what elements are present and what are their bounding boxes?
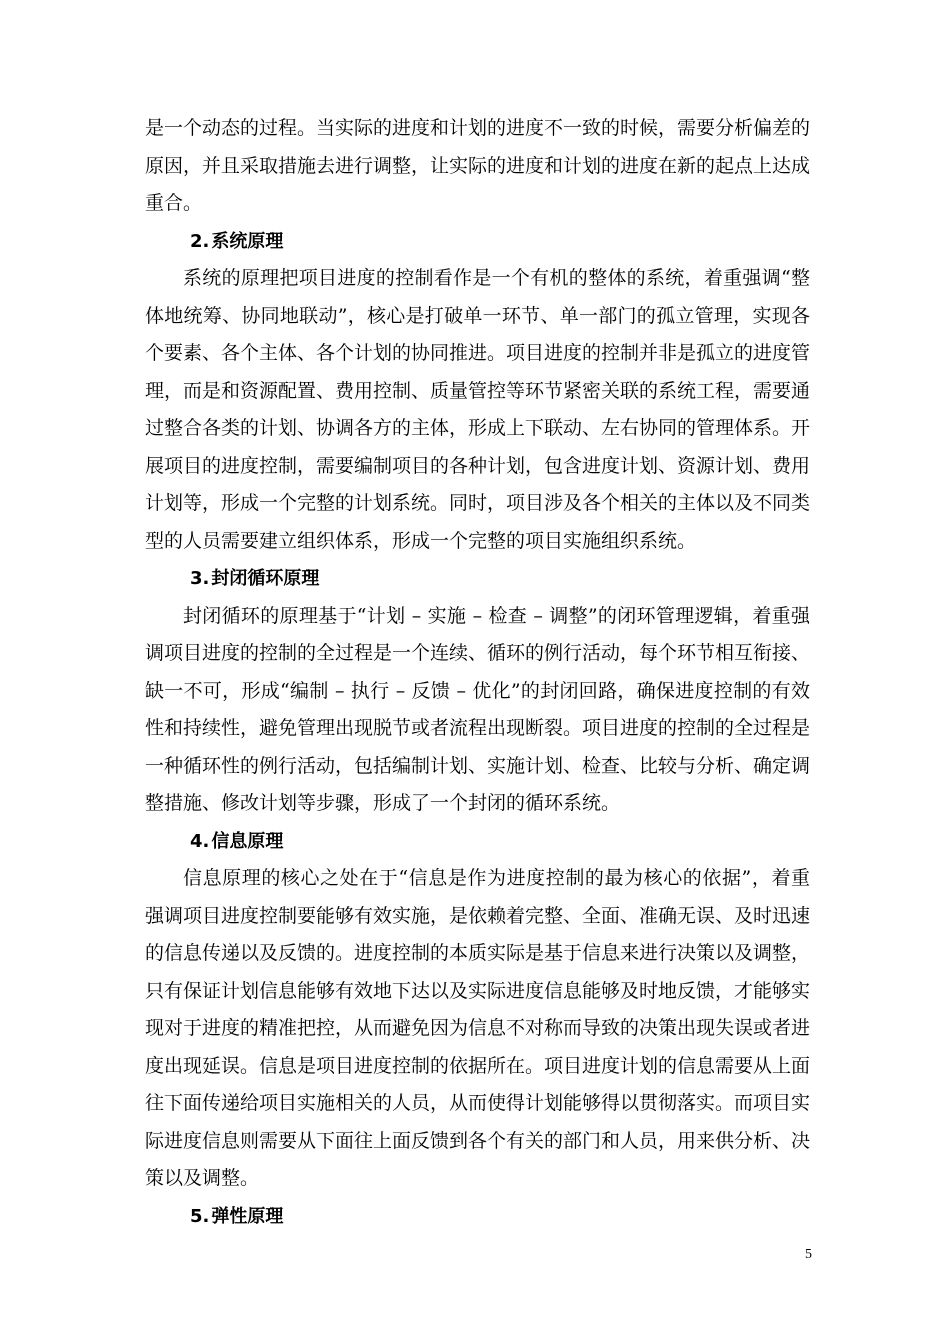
section-paragraph-information: 信息原理的核心之处在于“信息是作为进度控制的最为核心的依据”，着重强调项目进度控制要能够有效实施，是依赖着完整、全面、准确无误、及时迅速的信息传递以及反馈的。进度控制的本质实际是基于信息来进行决策以及调整，只有保证计划信息能够有效地下达以及实际进度信息能够及时地反馈，才能够实现对于进度的精准把控，从而避免因为信息不对称而导致的决策出现失误或者进度出现延误。信息是项目进度控制的依据所在。项目进度计划的信息需要从上面往下面传递给项目实施相关的人员，从而使得计划能够得以贯彻落实。而项目实际进度信息则需要从下面往上面反馈到各个有关的部门和人员，用来供分析、决策以及调整。: [145, 867, 811, 1189]
section-paragraph-system: 系统的原理把项目进度的控制看作是一个有机的整体的系统，着重强调“整体地统筹、协同地联动”，核心是打破单一环节、单一部门的孤立管理，实现各个要素、各个主体、各个计划的协同推进。项目进度的控制并非是孤立的进度管理，而是和资源配置、费用控制、质量管控等环节紧密关联的系统工程，需要通过整合各类的计划、协调各方的主体，形成上下联动、左右协同的管理体系。开展项目的进度控制，需要编制项目的各种计划，包含进度计划、资源计划、费用计划等，形成一个完整的计划系统。同时，项目涉及各个相关的主体以及不同类型的人员需要建立组织体系，形成一个完整的项目实施组织系统。: [145, 267, 811, 552]
section-number: 5.: [190, 1205, 210, 1227]
intro-paragraph: 是一个动态的过程。当实际的进度和计划的进度不一致的时候，需要分析偏差的原因，并且采取措施去进行调整，让实际的进度和计划的进度在新的起点上达成重合。: [145, 117, 811, 214]
page-number: 5: [805, 1247, 812, 1262]
section-number: 4.: [190, 830, 210, 852]
section-heading-system: [145, 223, 810, 261]
document-body: [145, 110, 810, 1235]
section-title: 信息原理: [211, 830, 284, 852]
section-title: 弹性原理: [211, 1205, 284, 1227]
section-title: 封闭循环原理: [211, 568, 320, 589]
section-heading-information: [145, 823, 810, 861]
section-paragraph-closed-loop: 封闭循环的原理基于“计划 – 实施 – 检查 – 调整”的闭环管理逻辑，着重强调项目进度的控制的全过程是一个连续、循环的例行活动，每个环节相互衔接、缺一不可，形成“编制 – 执行 – 反馈 – 优化”的封闭回路，确保进度控制的有效性和持续性，避免管理出现脱节或者流程出现断裂。项目进度的控制的全过程是一种循环性的例行活动，包括编制计划、实施计划、检查、比较与分析、确定调整措施、修改计划等步骤，形成了一个封闭的循环系统。: [145, 604, 811, 814]
section-number: 3.: [190, 568, 210, 589]
section-title: 系统原理: [211, 230, 284, 252]
section-heading-closed-loop: [145, 560, 810, 598]
section-number: 2.: [190, 230, 210, 252]
section-heading-elasticity: [145, 1198, 810, 1236]
